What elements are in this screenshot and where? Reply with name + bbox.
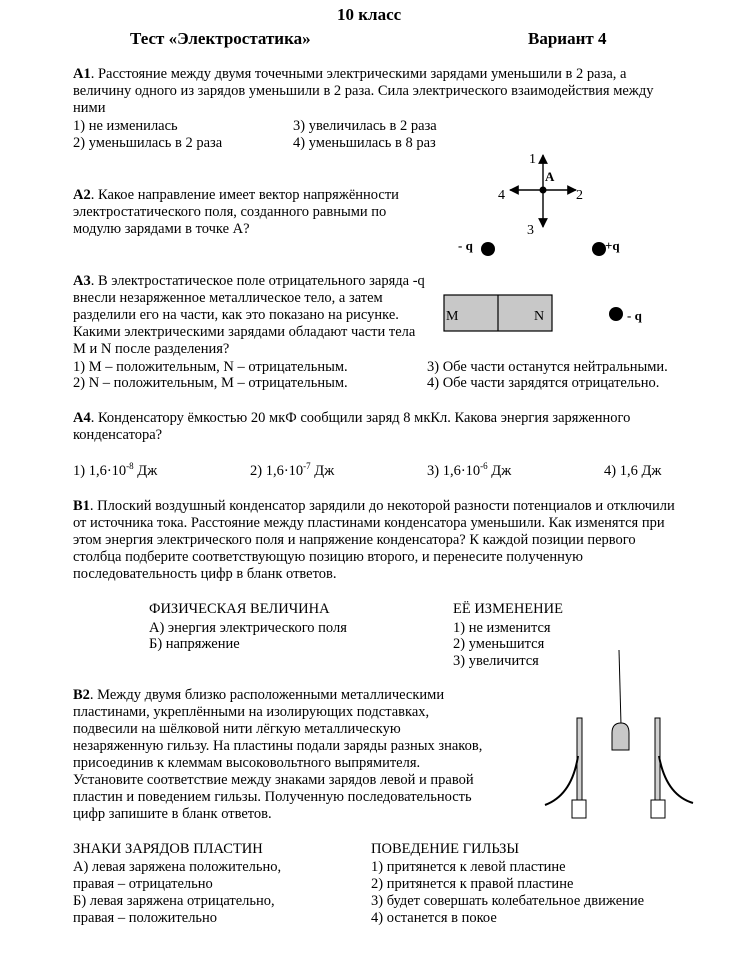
direction-label: 1	[529, 152, 536, 167]
match-item: правая – положительно	[73, 910, 218, 926]
column-header: ПОВЕДЕНИЕ ГИЛЬЗЫ	[371, 841, 520, 857]
match-item: Б) напряжение	[149, 636, 240, 652]
question-number: А1	[73, 66, 91, 82]
negative-charge-icon	[609, 307, 623, 321]
match-item: 3) увеличится	[453, 653, 539, 669]
match-item: 4) останется в покое	[371, 910, 497, 926]
b2-plates-diagram	[545, 650, 693, 818]
match-item: 1) притянется к левой пластине	[371, 859, 566, 875]
charge-label: +q	[605, 238, 620, 253]
direction-label: 4	[498, 188, 505, 203]
positive-charge-icon	[592, 242, 606, 256]
sleeve-icon	[612, 723, 629, 750]
test-title: Тест «Электростатика»	[130, 29, 311, 48]
part-label: M	[446, 309, 459, 324]
match-item: 1) не изменится	[453, 620, 551, 636]
answer-option: 4) уменьшилась в 8 раз	[293, 135, 436, 151]
match-item: Б) левая заряжена отрицательно,	[73, 893, 275, 909]
answer-option: 1) не изменилась	[73, 118, 178, 134]
left-wire	[545, 756, 578, 805]
grade-heading: 10 класс	[337, 5, 402, 24]
question-text: . Между двумя близко расположенными металлическими пластинами, укреплёнными на изолирующих подставках, подвесили на шёлковой нити лёгкую металлическую незаряженную гильзу. На пластины подали заряды разных знаков, присоединив к клеммам высоковольтного выпрямителя. Установите соответствие между знаками зарядов левой и правой пластин и поведением гильзы. Полученную последовательность цифр запишите в бланк ответов.	[73, 687, 483, 822]
question-number: А4	[73, 410, 91, 426]
answer-option: 3) увеличилась в 2 раза	[293, 118, 437, 134]
a3-body-diagram	[444, 295, 643, 331]
answer-option: 2) N – положительным, M – отрицательным.	[73, 375, 348, 391]
left-stand	[572, 800, 586, 818]
match-item: А) энергия электрического поля	[149, 620, 347, 636]
match-item: 3) будет совершать колебательное движение	[371, 893, 645, 909]
answer-option: 2) уменьшилась в 2 раза	[73, 135, 223, 151]
direction-label: 3	[527, 223, 534, 238]
point-label: A	[545, 169, 555, 184]
direction-label: 2	[576, 188, 583, 203]
charge-label: - q	[458, 238, 473, 253]
match-item: 2) притянется к правой пластине	[371, 876, 574, 892]
match-item: 2) уменьшится	[453, 636, 545, 652]
variant-label: Вариант 4	[528, 29, 607, 48]
answer-option: 1) M – положительным, N – отрицательным.	[73, 359, 348, 375]
answer-option: 2) $1,6\cdot 10^{-7}$ Дж	[250, 461, 335, 479]
question-number: В2	[73, 687, 90, 703]
answer-option: 3) Обе части останутся нейтральными.	[427, 359, 668, 375]
answer-option: 1) $1,6\cdot 10^{-8}$ Дж	[73, 461, 158, 479]
answer-option: 3) $1,6\cdot 10^{-6}$ Дж	[427, 461, 512, 479]
question-text: . Плоский воздушный конденсатор зарядили до некоторой разности потенциалов и отключили от источника тока. Расстояние между пластинами конденсатора уменьшили. Как изменятся при этом энергия электрического поля и напряжение конденсатора? К каждой позиции первого столбца подберите соответствующую позицию второго, и перенесите полученную последовательность цифр в бланк ответов.	[73, 498, 675, 582]
column-header: ФИЗИЧЕСКАЯ ВЕЛИЧИНА	[149, 601, 330, 617]
question-text: . Расстояние между двумя точечными электрическими зарядами уменьшили в 2 раза, а величину одного из зарядов уменьшили в 2 раза. Сила электрического взаимодействия между ними	[73, 66, 654, 116]
part-label: N	[534, 309, 545, 324]
right-stand	[651, 800, 665, 818]
a2-direction-diagram	[458, 152, 620, 256]
question-number: А3	[73, 273, 91, 289]
question-text: . Конденсатору ёмкостью 20 мкФ сообщили заряд 8 мкКл. Какова энергия заряженного конденсатора?	[73, 410, 631, 443]
negative-charge-icon	[481, 242, 495, 256]
point-a-dot	[540, 187, 547, 194]
silk-thread	[619, 650, 621, 725]
match-item: правая – отрицательно	[73, 876, 213, 892]
charge-label: - q	[627, 308, 642, 323]
answer-option: 4) Обе части зарядятся отрицательно.	[427, 375, 660, 391]
question-text: . В электростатическое поле отрицательного заряда -q внесли незаряженное металлическое тело, а затем разделили его на части, как это показано на рисунке. Какими электрическими зарядами обладают части тела M и N после разделения?	[73, 273, 425, 357]
question-number: А2	[73, 187, 91, 203]
column-header: ЕЁ ИЗМЕНЕНИЕ	[453, 601, 563, 617]
question-number: В1	[73, 498, 90, 514]
column-header: ЗНАКИ ЗАРЯДОВ ПЛАСТИН	[73, 841, 263, 857]
match-item: А) левая заряжена положительно,	[73, 859, 282, 875]
question-text: . Какое направление имеет вектор напряжённости электростатического поля, созданного равными по модулю зарядами в точке А?	[73, 187, 399, 237]
right-wire	[659, 756, 693, 803]
answer-option: 4) 1,6 Дж	[604, 463, 662, 479]
